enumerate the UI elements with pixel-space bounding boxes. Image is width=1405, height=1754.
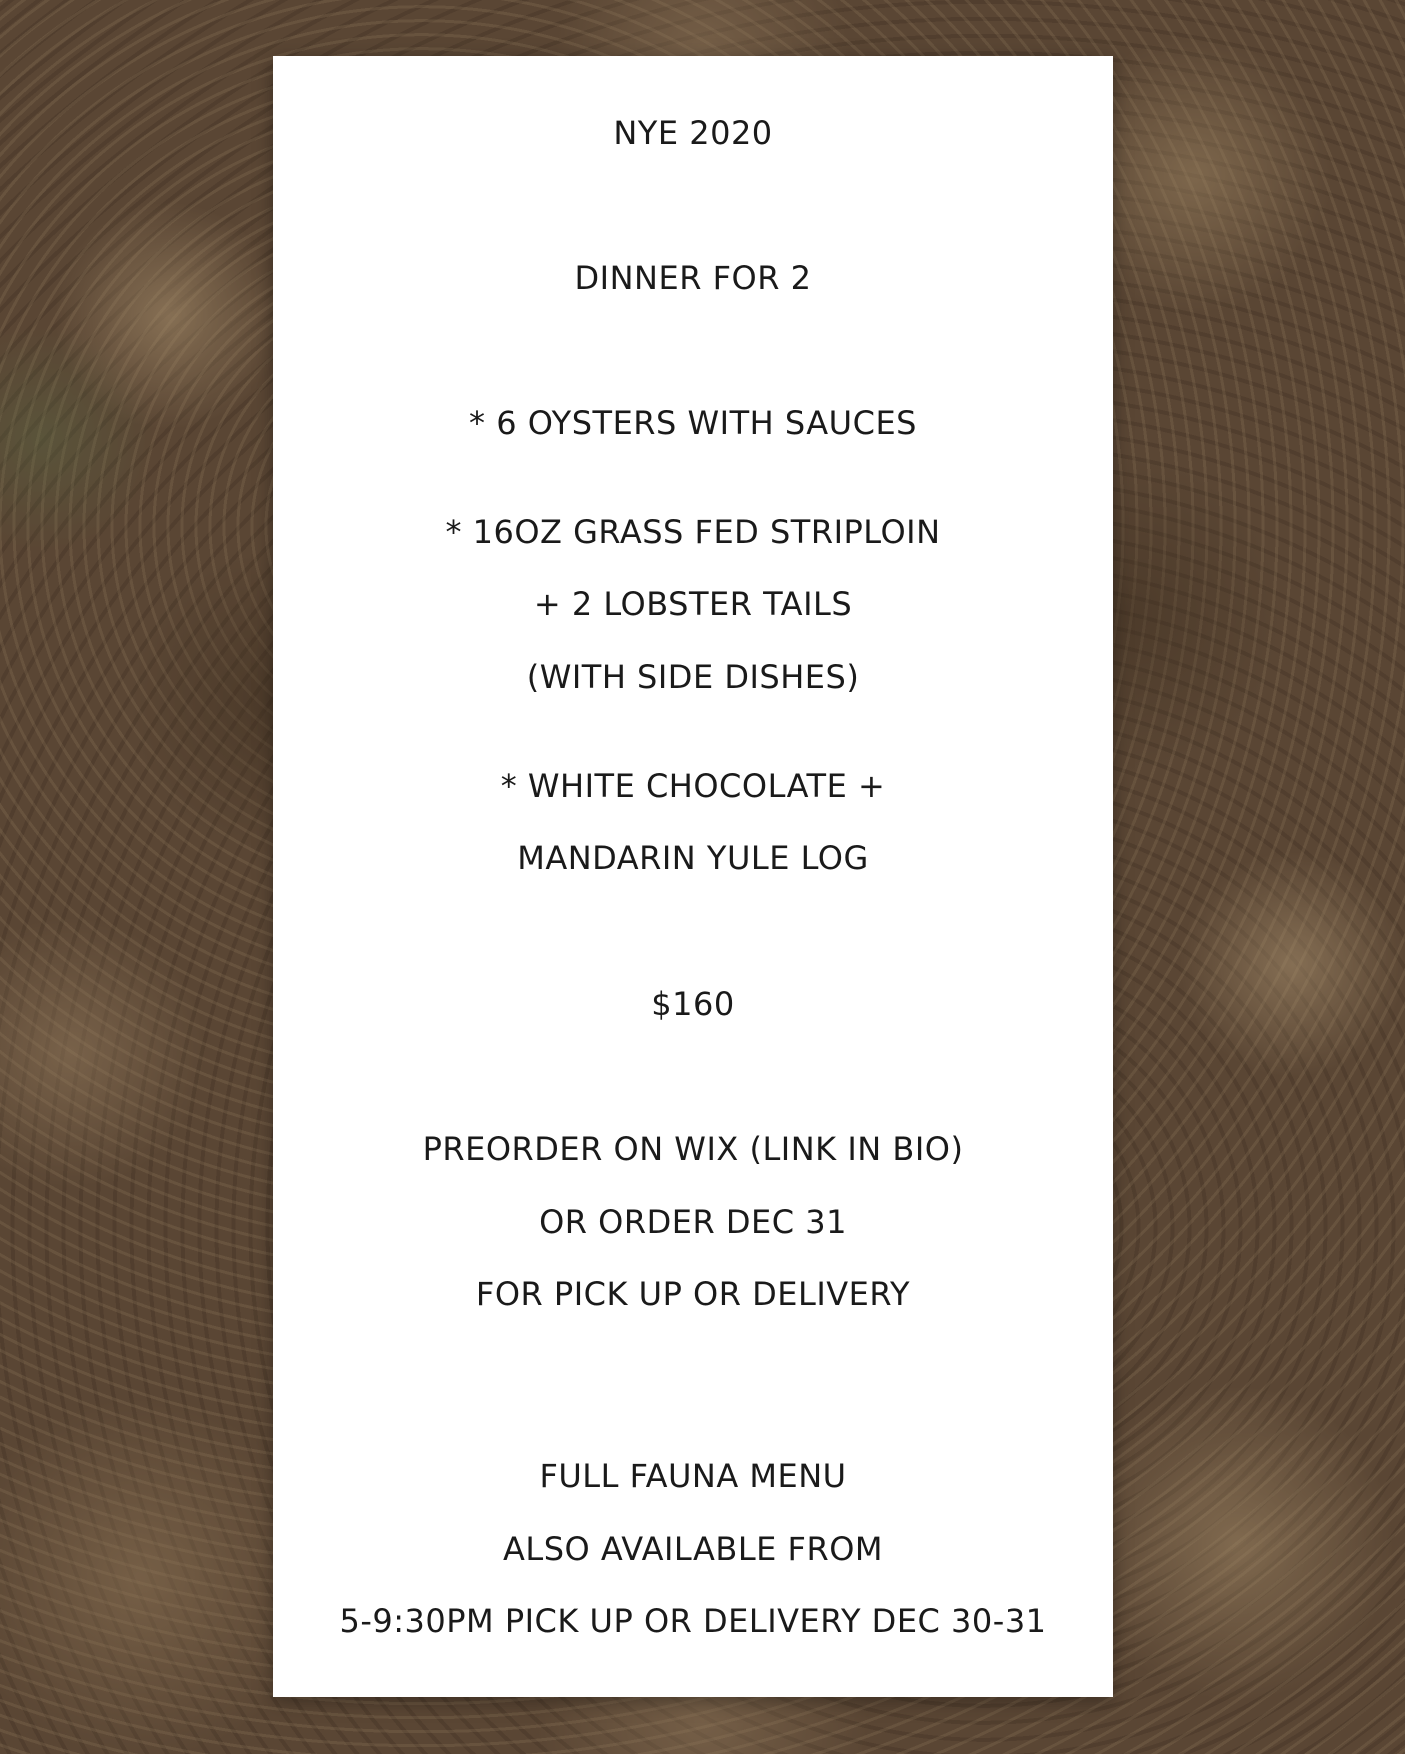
footer-line-full-menu: FULL FAUNA MENU xyxy=(539,1457,847,1495)
menu-item-lobster: + 2 LOBSTER TAILS xyxy=(533,585,853,623)
menu-card xyxy=(273,56,1113,1697)
footer-line-available: ALSO AVAILABLE FROM xyxy=(503,1530,883,1568)
menu-title: NYE 2020 xyxy=(613,114,773,152)
menu-item-oysters: * 6 OYSTERS WITH SAUCES xyxy=(469,404,917,442)
menu-item-yule-log: MANDARIN YULE LOG xyxy=(517,839,869,877)
footer-line-hours: 5-9:30PM PICK UP OR DELIVERY DEC 30-31 xyxy=(339,1602,1047,1640)
menu-item-sides: (WITH SIDE DISHES) xyxy=(526,658,860,696)
order-line-preorder: PREORDER ON WIX (LINK IN BIO) xyxy=(422,1130,964,1168)
menu-price: $160 xyxy=(651,985,735,1023)
order-line-date: OR ORDER DEC 31 xyxy=(539,1203,847,1241)
order-line-pickup: FOR PICK UP OR DELIVERY xyxy=(475,1275,911,1313)
menu-subtitle: DINNER FOR 2 xyxy=(574,259,812,297)
menu-item-striploin: * 16OZ GRASS FED STRIPLOIN xyxy=(445,513,941,551)
menu-item-dessert: * WHITE CHOCOLATE + xyxy=(500,767,886,805)
